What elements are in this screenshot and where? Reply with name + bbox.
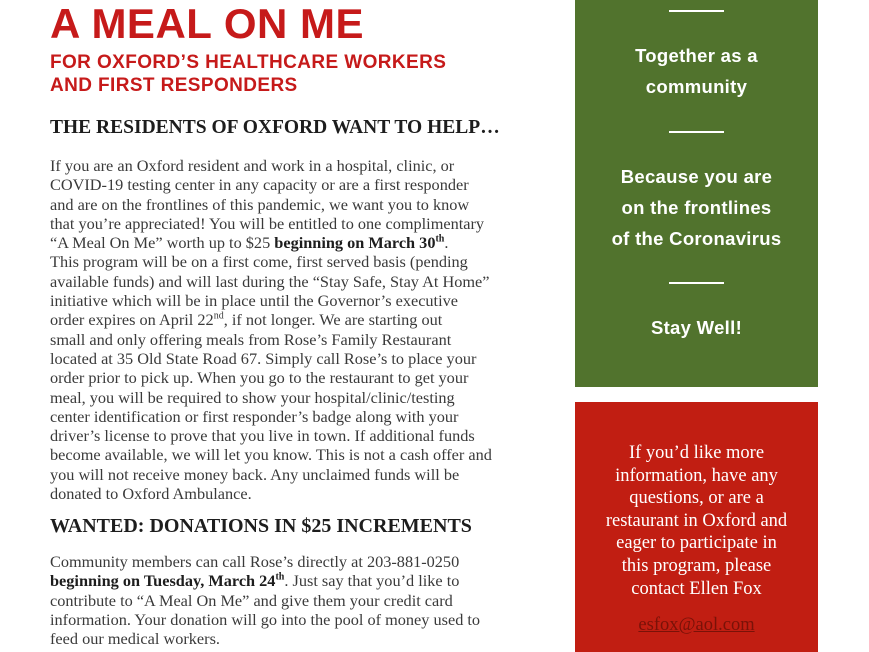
message-line: Together as a [635, 45, 758, 66]
contact-message [575, 442, 818, 600]
paragraph-line: information. Your donation will go into the pool of money used to [50, 609, 481, 629]
paragraph-line: Community members can call Rose’s directly at 203-881-0250 [50, 552, 460, 571]
start-date-emphasis [274, 233, 444, 252]
text-run: . [444, 233, 449, 253]
divider-rule [669, 10, 724, 12]
paragraph-line: you will not receive money back. Any unclaimed funds will be [50, 464, 460, 484]
program-description [50, 156, 570, 503]
contact-panel [575, 402, 818, 652]
paragraph-line: located at 35 Old State Road 67. Simply call Rose’s to place your [50, 348, 477, 368]
ordinal-suffix: th [275, 571, 285, 583]
paragraph-line: center identification or first responder’s badge along with your [50, 406, 459, 426]
stay-well-message: Stay Well! [650, 317, 743, 338]
paragraph-line: contribute to “A Meal On Me” and give them your credit card [50, 590, 453, 610]
donations-heading: WANTED: DONATIONS IN $25 INCREMENTS [50, 515, 472, 537]
paragraph-line: COVID-19 testing center in any capacity or are a first responder [50, 175, 469, 195]
text-run: beginning on Tuesday, March 24 [50, 571, 276, 591]
message-line: If you’d like more [628, 443, 765, 463]
ordinal-suffix: nd [213, 310, 224, 322]
subtitle-line-1: FOR OXFORD’S HEALTHCARE WORKERS [50, 52, 447, 73]
paragraph-line: donated to Oxford Ambulance. [50, 484, 252, 504]
paragraph-line: meal, you will be required to show your hospital/clinic/testing [50, 387, 455, 407]
paragraph-line: initiative which will be in place until the Governor’s executive [50, 291, 458, 311]
paragraph-line: If you are an Oxford resident and work in a hospital, clinic, or [50, 156, 455, 175]
divider-rule [669, 131, 724, 133]
paragraph-line: order prior to pick up. When you go to the restaurant to get your [50, 368, 469, 388]
subtitle-line-2: AND FIRST RESPONDERS [50, 75, 298, 96]
paragraph-line: small and only offering meals from Rose’s Family Restaurant [50, 329, 452, 349]
text-run: beginning on March 30 [274, 233, 436, 253]
paragraph-line: that you’re appreciated! You will be entitled to one complimentary [50, 213, 485, 233]
message-line: eager to participate in [616, 533, 777, 554]
message-line: community [645, 76, 748, 97]
paragraph-line: and are on the frontlines of this pandemic, we want you to know [50, 194, 470, 214]
message-line: Because you are [620, 166, 773, 187]
message-line: restaurant in Oxford and [605, 510, 788, 531]
paragraph-line [50, 571, 570, 590]
community-panel [575, 0, 818, 387]
message-line: questions, or are a [629, 488, 764, 509]
frontlines-message [575, 161, 818, 254]
text-run: “A Meal On Me” worth up to $25 [50, 233, 275, 253]
text-run: . Just say that you’d like to [284, 571, 460, 591]
paragraph-line [50, 310, 570, 329]
flyer-title: A MEAL ON ME [50, 0, 365, 47]
residents-heading: THE RESIDENTS OF OXFORD WANT TO HELP… [50, 117, 500, 138]
message-line: of the Coronavirus [611, 228, 782, 249]
donation-description [50, 552, 570, 648]
divider-rule [669, 282, 724, 284]
message-line: this program, please [621, 555, 772, 576]
together-message [575, 40, 818, 102]
donation-date-emphasis [50, 571, 284, 590]
ordinal-suffix: th [435, 233, 445, 245]
paragraph-line: become available, we will let you know. This is not a cash offer and [50, 445, 492, 465]
paragraph-line [50, 233, 570, 252]
flyer-subtitle [50, 51, 446, 97]
paragraph-line: driver’s license to prove that you live in town. If additional funds [50, 426, 475, 446]
text-run: , if not longer. We are starting out [223, 310, 443, 330]
paragraph-line: This program will be on a first come, first served basis (pending [50, 252, 468, 272]
message-line: information, have any [615, 465, 778, 486]
paragraph-line: feed our medical workers. [50, 629, 220, 649]
paragraph-line: available funds) and will last during the “Stay Safe, Stay At Home” [50, 271, 490, 291]
message-line: contact Ellen Fox [631, 578, 762, 599]
text-run: order expires on April 22 [50, 310, 214, 330]
message-line: on the frontlines [621, 197, 772, 218]
contact-email-link[interactable]: esfox@aol.com [638, 615, 755, 635]
